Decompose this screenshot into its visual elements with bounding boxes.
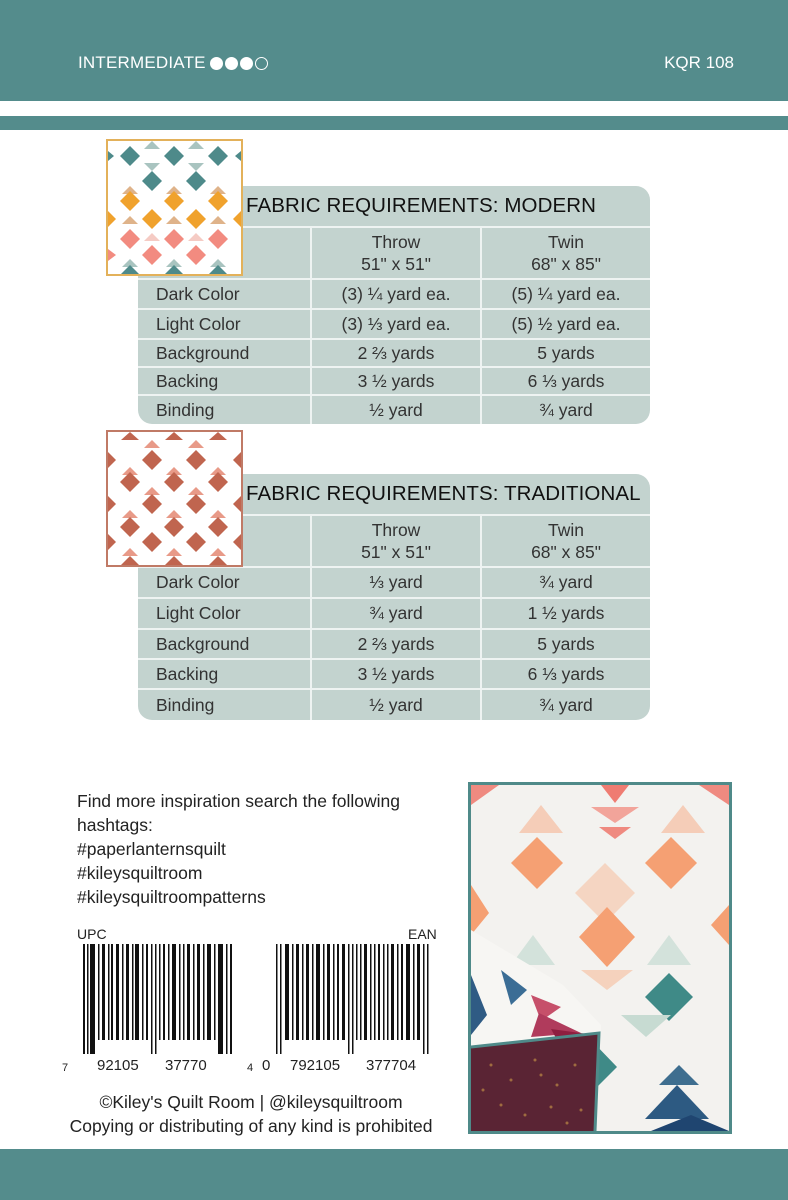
quilt-pattern-icon [108,432,241,565]
cell-twin: (5) ¼ yard ea. [480,280,650,308]
row-label: Background [156,342,250,363]
inspiration-intro: Find more inspiration search the following [77,791,400,811]
footer-band [0,1149,788,1200]
column-header-twin: Twin 68" x 85" [480,228,650,278]
ean-right-digits: 377704 [366,1057,417,1074]
quilt-photo-icon [468,782,732,1134]
column-header-throw: Throw 51" x 51" [310,516,480,566]
quilt-modern-thumbnail-icon [106,139,243,276]
cell-throw: 2 ⅔ yards [310,340,480,366]
row-label: Backing [156,663,219,684]
skill-level-dots-icon [210,57,268,70]
skill-level [78,53,268,73]
table-row [138,658,650,688]
skill-level-label: INTERMEDIATE [78,53,206,72]
quilt-pattern-icon [108,141,241,274]
upc-left-digits: 92105 [97,1057,139,1074]
row-label: Backing [156,370,219,391]
dot-filled-icon [225,57,238,70]
cell-twin: 5 yards [480,630,650,658]
dot-empty-icon [255,57,268,70]
column-header-twin: Twin 68" x 85" [480,516,650,566]
table-title: FABRIC REQUIREMENTS: TRADITIONAL [246,482,641,505]
cell-throw: ⅓ yard [310,568,480,597]
cell-throw: 3 ½ yards [310,368,480,394]
table-row [138,308,650,338]
upc-label: UPC [77,926,107,942]
hashtag: #kileysquiltroom [77,863,203,883]
cell-twin: ¾ yard [480,568,650,597]
table-row [138,628,650,658]
row-label: Binding [156,399,215,420]
cell-throw: ½ yard [310,396,480,424]
ean-barcode-icon [276,944,436,1054]
row-label: Binding [156,694,215,715]
hashtag: #kileysquiltroompatterns [77,887,266,907]
cell-twin: ¾ yard [480,396,650,424]
row-label: Background [156,633,250,654]
cell-throw: (3) ⅓ yard ea. [310,310,480,338]
cell-throw: 3 ½ yards [310,660,480,688]
table-row [138,366,650,394]
table-row [138,597,650,628]
pattern-code: KQR 108 [664,53,734,72]
cell-throw: (3) ¼ yard ea. [310,280,480,308]
table-row [138,278,650,308]
quilt-photo-illustration [471,785,729,1131]
upc-right-digits: 37770 [165,1057,207,1074]
hashtag: #paperlanternsquilt [77,839,226,859]
upc-barcode-icon [77,944,241,1054]
cell-throw: ¾ yard [310,599,480,628]
table-row [138,338,650,366]
inspiration-intro-cont: hashtags: [77,815,153,835]
copyright-block [55,1090,447,1138]
row-label: Light Color [156,603,241,623]
quilt-traditional-thumbnail-icon [106,430,243,567]
row-label: Light Color [156,313,241,334]
copyright-text: ©Kiley's Quilt Room | @kileysquiltroom [99,1092,403,1112]
cell-twin: (5) ½ yard ea. [480,310,650,338]
cell-throw: 2 ⅔ yards [310,630,480,658]
column-header-throw: Throw 51" x 51" [310,228,480,278]
table-row [138,566,650,597]
cell-twin: 6 ⅓ yards [480,660,650,688]
cell-twin: 6 ⅓ yards [480,368,650,394]
table-row [138,688,650,720]
upc-lead-digit: 7 [62,1062,69,1074]
copy-notice: Copying or distributing of any kind is prohibited [69,1116,433,1136]
table-title: FABRIC REQUIREMENTS: MODERN [246,194,597,217]
upc-trail-digit: 4 [247,1062,254,1074]
dot-filled-icon [240,57,253,70]
cell-twin: 1 ½ yards [480,599,650,628]
row-label: Dark Color [156,572,240,592]
header-divider-band [0,116,788,130]
table-row [138,394,650,424]
cell-twin: ¾ yard [480,690,650,720]
row-label: Dark Color [156,283,240,304]
cell-twin: 5 yards [480,340,650,366]
cell-throw: ½ yard [310,690,480,720]
inspiration-text [77,789,400,909]
dot-filled-icon [210,57,223,70]
ean-left-digits: 792105 [290,1057,341,1074]
ean-lead-digit: 0 [262,1057,271,1074]
ean-label: EAN [408,926,437,942]
header-band [0,0,788,101]
